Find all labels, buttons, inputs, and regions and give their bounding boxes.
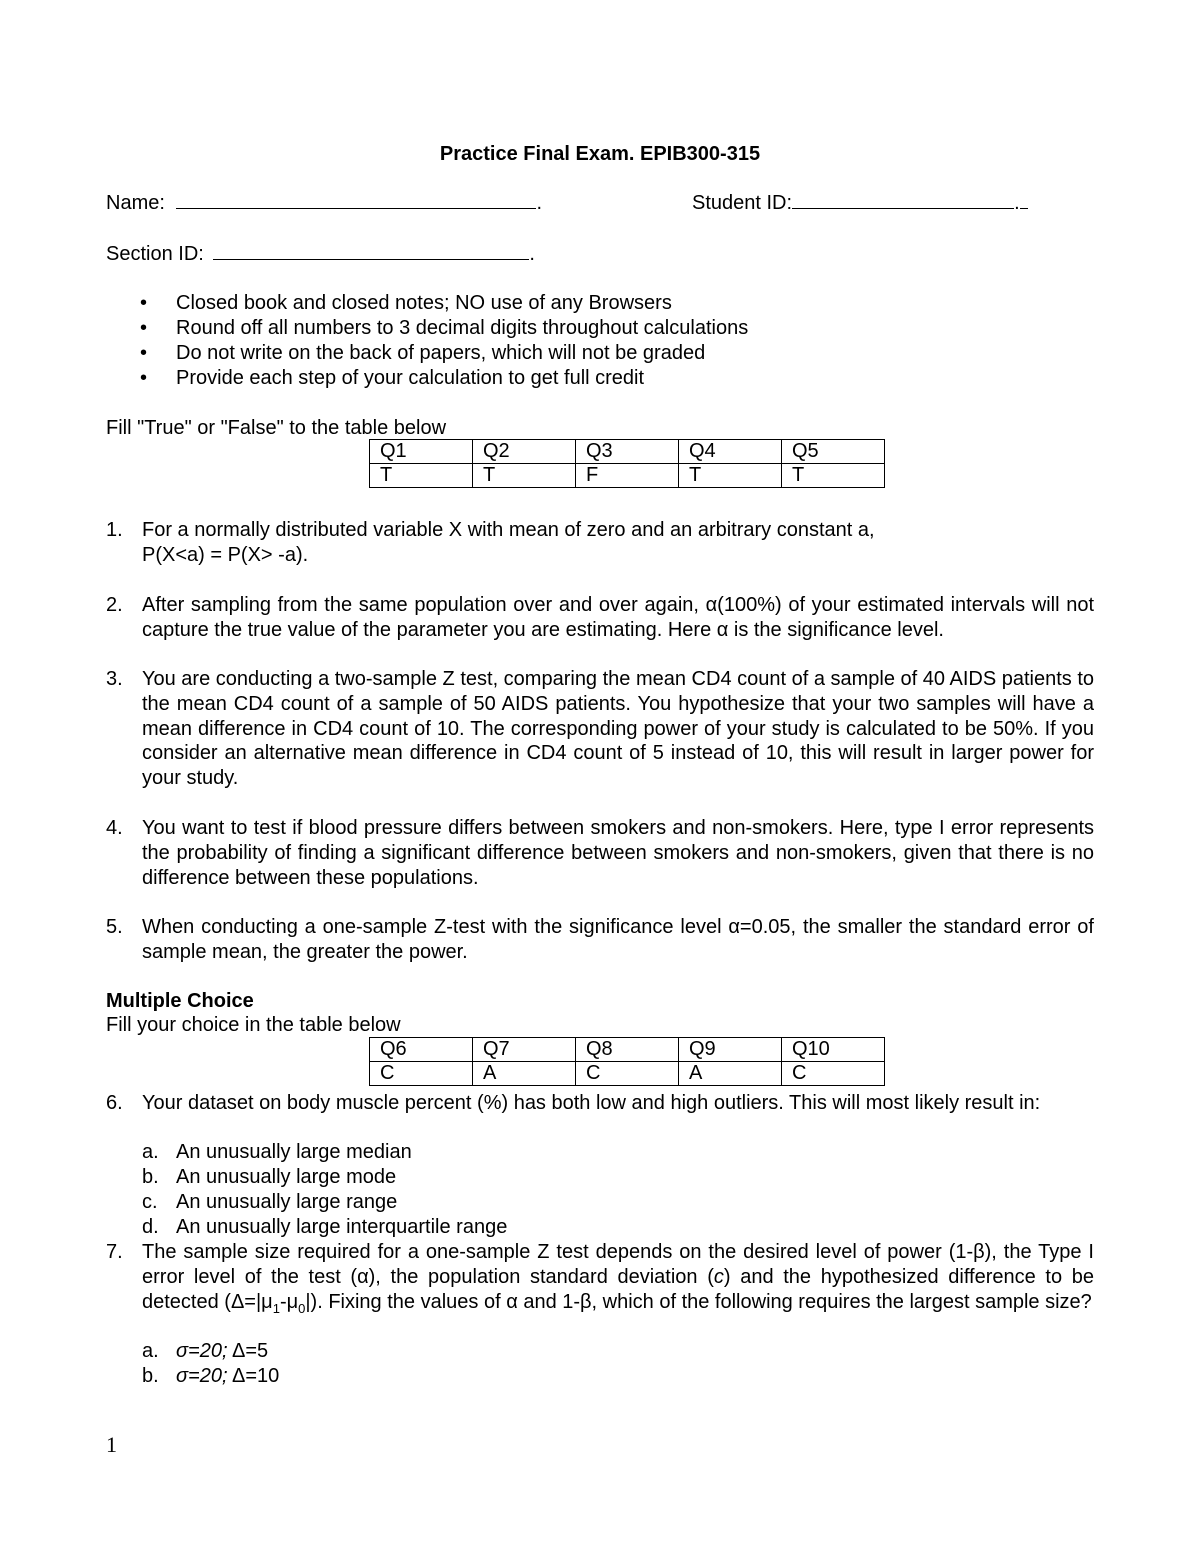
answer-cell[interactable]: T	[473, 464, 576, 488]
question-number: 2.	[106, 594, 123, 616]
bullet-icon: •	[140, 367, 148, 389]
question-number: 3.	[106, 668, 123, 690]
answer-cell[interactable]: A	[679, 1062, 782, 1086]
section-id-label: Section ID:	[106, 243, 204, 265]
table-header: Q6	[370, 1038, 473, 1062]
question-6	[106, 1091, 1094, 1116]
mc-heading: Multiple Choice	[106, 990, 254, 1012]
option-6b[interactable]: b. An unusually large mode	[142, 1166, 397, 1188]
list-item: • Closed book and closed notes; NO use of any Browsers	[140, 292, 672, 314]
option-7b[interactable]: b. σ=20; Δ=10	[142, 1365, 280, 1387]
option-7a[interactable]: a. σ=20; Δ=5	[142, 1340, 269, 1362]
page-title: Practice Final Exam. EPIB300-315	[439, 143, 761, 165]
question-text-line2: P(X<a) = P(X> -a).	[142, 543, 309, 566]
option-6c[interactable]: c. An unusually large range	[142, 1191, 398, 1213]
student-id-label: Student ID:	[692, 192, 793, 214]
answer-cell[interactable]: F	[576, 464, 679, 488]
question-number: 7.	[106, 1241, 123, 1263]
page-number: 1	[106, 1432, 117, 1457]
table-header: Q1	[370, 440, 473, 464]
table-header: Q3	[576, 440, 679, 464]
question-2	[106, 593, 1094, 643]
question-text: The sample size required for a one-sample Z test depends on the desired level of power (1-β), the Type I error level of the test (α), the population standard deviation (c) and the hypothesized difference to be detected $(\Delta=|\mu_1-\mu_0|)$. Fixing the values of α and 1-β, which of the following requires the largest sample size?	[142, 1241, 1094, 1316]
question-text: For a normally distributed variable X with mean of zero and an arbitrary constant a,	[142, 519, 875, 541]
answer-cell[interactable]: T	[679, 464, 782, 488]
answer-cell[interactable]: C	[782, 1062, 885, 1086]
section-id-field[interactable]: Section ID: .	[106, 243, 535, 265]
option-6d[interactable]: d. An unusually large interquartile range	[142, 1216, 508, 1238]
question-number: 4.	[106, 817, 123, 839]
table-header: Q9	[679, 1038, 782, 1062]
question-4	[106, 816, 1094, 890]
question-7	[106, 1240, 1094, 1321]
question-text: Your dataset on body muscle percent (%) has both low and high outliers. This will most likely result in:	[142, 1092, 1041, 1114]
section-id-blank[interactable]	[213, 259, 529, 260]
answer-cell[interactable]: C	[576, 1062, 679, 1086]
question-text: After sampling from the same population over and over again, α(100%) of your estimated intervals will not capture the true value of the parameter you are estimating. Here α is the significance level.	[142, 594, 1094, 641]
rules-list	[140, 291, 748, 391]
question-number: 1.	[106, 519, 123, 541]
table-header: Q4	[679, 440, 782, 464]
question-number: 5.	[106, 916, 123, 938]
list-item: • Provide each step of your calculation to get full credit	[140, 367, 645, 389]
answer-cell[interactable]: A	[473, 1062, 576, 1086]
answer-cell[interactable]: T	[370, 464, 473, 488]
list-item: • Do not write on the back of papers, which will not be graded	[140, 342, 706, 364]
student-id-blank[interactable]	[792, 208, 1014, 209]
bullet-icon: •	[140, 342, 148, 364]
name-blank[interactable]	[176, 208, 536, 209]
option-6a[interactable]: a. An unusually large median	[142, 1141, 412, 1163]
question-3	[106, 667, 1094, 791]
table-header: Q5	[782, 440, 885, 464]
question-1	[106, 518, 1094, 568]
name-label: Name:	[106, 192, 165, 214]
mc-answer-table	[369, 1037, 885, 1086]
table-header: Q10	[782, 1038, 885, 1062]
answer-cell[interactable]: C	[370, 1062, 473, 1086]
question-text: You are conducting a two-sample Z test, comparing the mean CD4 count of a sample of 40 AIDS patients to the mean CD4 count of a sample of 50 AIDS patients. You hypothesize that your two samples will have a mean difference in CD4 count of 10. The corresponding power of your study is calculated to be 50%. If you consider an alternative mean difference in CD4 count of 5 instead of 10, this will result in larger power for your study.	[142, 668, 1095, 790]
bullet-icon: •	[140, 292, 148, 314]
tf-instruction: Fill "True" or "False" to the table below	[106, 417, 447, 439]
question-number: 6.	[106, 1092, 123, 1114]
list-item: • Round off all numbers to 3 decimal digits throughout calculations	[140, 317, 749, 339]
question-text: You want to test if blood pressure differs between smokers and non-smokers. Here, type I error represents the probability of finding a significant difference between smokers and non-smokers, given that there is no difference between these populations.	[142, 817, 1094, 889]
table-header: Q7	[473, 1038, 576, 1062]
name-field[interactable]: Name: .	[106, 192, 543, 214]
question-5	[106, 915, 1094, 965]
question-text: When conducting a one-sample Z-test with the significance level α=0.05, the smaller the standard error of sample mean, the greater the power.	[142, 916, 1094, 963]
answer-cell[interactable]: T	[782, 464, 885, 488]
mc-instruction: Fill your choice in the table below	[106, 1014, 401, 1036]
student-id-field[interactable]: Student ID: .	[692, 191, 1028, 216]
bullet-icon: •	[140, 317, 148, 339]
tf-answer-table	[369, 439, 885, 488]
table-header: Q2	[473, 440, 576, 464]
table-header: Q8	[576, 1038, 679, 1062]
